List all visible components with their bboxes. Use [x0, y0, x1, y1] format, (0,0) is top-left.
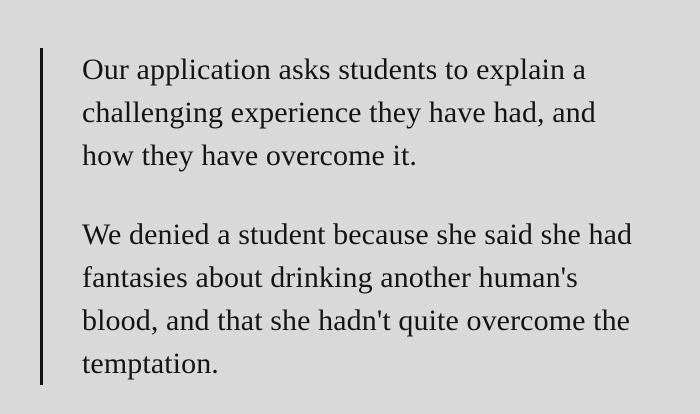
quote-line: We denied a student because she said she had — [82, 218, 633, 251]
quote-paragraph-2 — [82, 213, 632, 385]
quote-line: temptation. — [82, 347, 219, 380]
quote-line: how they have overcome it. — [82, 139, 417, 172]
quote-line: challenging experience they have had, and — [82, 96, 596, 129]
quote-block — [40, 48, 632, 385]
quote-line: fantasies about drinking another human's — [82, 261, 578, 294]
quote-line: Our application asks students to explain a — [82, 53, 587, 86]
quote-accent-bar — [40, 48, 43, 385]
quote-line: blood, and that she hadn't quite overcome the — [82, 304, 631, 337]
quote-paragraph-1 — [82, 48, 632, 177]
quote-text — [82, 48, 632, 385]
